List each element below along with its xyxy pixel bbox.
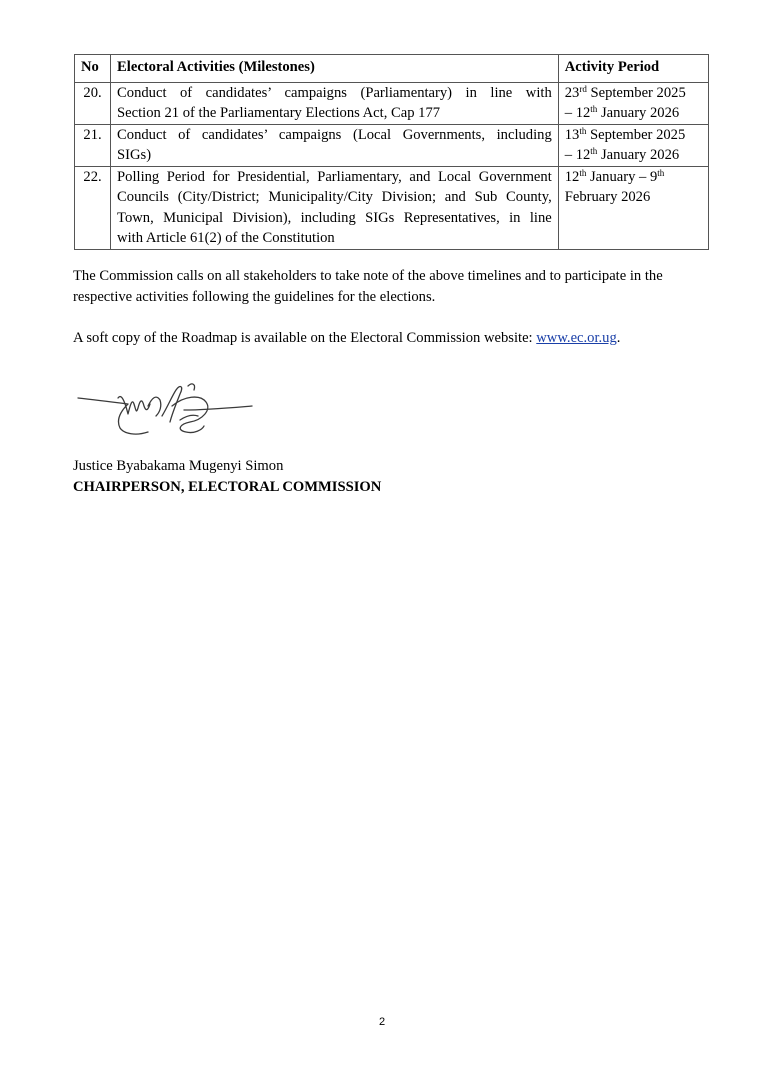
chairperson-signature [76, 376, 254, 440]
activity-line: Councils (City/District; Municipality/City Division; and Sub County, [117, 189, 552, 205]
page-number: 2 [378, 1016, 386, 1028]
row-number: 20. [75, 82, 111, 124]
row-number: 22. [75, 166, 111, 249]
period-end: February 2026 [564, 189, 651, 205]
header-activity: Electoral Activities (Milestones) [111, 55, 559, 83]
row-activity [111, 82, 559, 124]
table-row [75, 166, 709, 249]
activity-line: with Article 61(2) of the Constitution [117, 230, 335, 246]
stakeholder-notice [73, 266, 713, 308]
row-period [558, 124, 708, 166]
activity-line: Section 21 of the Parliamentary Elections Act, Cap 177 [117, 105, 441, 121]
row-activity [111, 124, 559, 166]
notice-line: respective activities following the guidelines for the elections. [73, 289, 436, 305]
period-start: 12th January – 9th [564, 167, 665, 185]
softcopy-notice [73, 328, 713, 349]
row-period [558, 82, 708, 124]
period-end: – 12th January 2026 [564, 104, 680, 121]
activity-line: Conduct of candidates’ campaigns (Local Governments, including [117, 126, 552, 143]
header-no: No [75, 55, 111, 83]
ec-website-link[interactable]: www.ec.or.ug [536, 330, 617, 346]
table-row [75, 82, 709, 124]
period-start: 13th September 2025 [564, 125, 686, 143]
activity-line: Conduct of candidates’ campaigns (Parliamentary) in line with [117, 84, 552, 101]
row-period [558, 166, 708, 249]
period-start: 23rd September 2025 [564, 83, 686, 101]
softcopy-suffix: . [616, 330, 621, 346]
signatory-name: Justice Byabakama Mugenyi Simon [73, 458, 284, 474]
softcopy-text: A soft copy of the Roadmap is available on the Electoral Commission website: [73, 330, 537, 346]
row-activity [111, 166, 559, 249]
header-period: Activity Period [558, 55, 708, 83]
row-number: 21. [75, 124, 111, 166]
notice-line: The Commission calls on all stakeholders to take note of the above timelines and to participate in the [73, 268, 663, 284]
signatory-title: CHAIRPERSON, ELECTORAL COMMISSION [73, 479, 382, 495]
activity-line: Polling Period for Presidential, Parliamentary, and Local Government [117, 168, 552, 185]
electoral-milestones-table [74, 54, 709, 250]
activity-line: SIGs) [117, 147, 152, 163]
period-end: – 12th January 2026 [564, 146, 680, 163]
activity-line: Town, Municipal Division), including SIGs Representatives, in line [117, 209, 552, 226]
table-row [75, 124, 709, 166]
table-header-row [75, 55, 709, 83]
